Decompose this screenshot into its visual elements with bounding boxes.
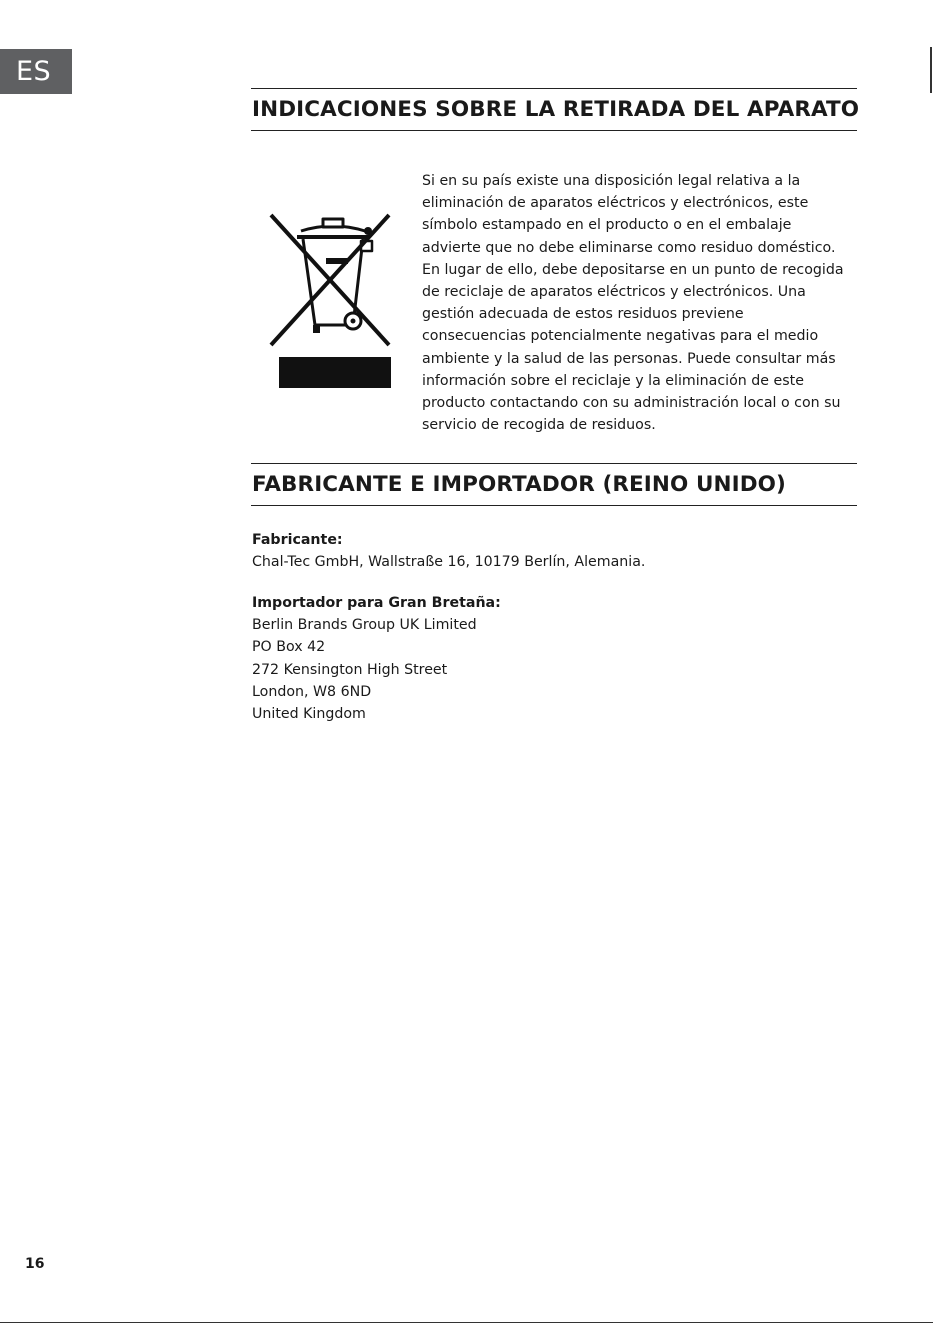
- importer-block: [252, 592, 852, 725]
- section-rule-top-2: [251, 463, 857, 464]
- crossed-out-wheelie-bin-icon: [265, 207, 400, 392]
- manufacturer-block: [252, 529, 852, 573]
- disposal-paragraph: Si en su país existe una disposición legal relativa a la eliminación de aparatos eléctricos y electrónicos, este símbolo estampado en el producto o en el embalaje advierte que no debe eliminarse como residuo doméstico. En lugar de ello, debe depositarse en un punto de recogida de reciclaje de aparatos eléctricos y electrónicos. Una gestión adecuada de estos residuos previene consecuencias potencialmente negativas para el medio ambiente y la salud de las personas. Puede consultar más información sobre el reciclaje y la eliminación de este producto contactando con su administración local o con su servicio de recogida de residuos.: [422, 173, 844, 434]
- page-number: 16: [25, 1256, 45, 1272]
- importer-line: London, W8 6ND: [252, 683, 372, 700]
- page-bottom-line: [0, 1322, 933, 1323]
- importer-label: Importador para Gran Bretaña:: [252, 595, 501, 611]
- language-tab: ES: [0, 49, 72, 94]
- weee-bar: [279, 357, 391, 388]
- importer-line: Berlin Brands Group UK Limited: [252, 617, 477, 634]
- importer-line: PO Box 42: [252, 639, 326, 656]
- disposal-section-title: INDICACIONES SOBRE LA RETIRADA DEL APARATO: [252, 97, 860, 122]
- importer-line: 272 Kensington High Street: [252, 661, 448, 678]
- edge-marker: [930, 47, 932, 93]
- manufacturer-label: Fabricante:: [252, 532, 343, 548]
- section-rule-bottom-2: [251, 505, 857, 506]
- importer-line: United Kingdom: [252, 706, 366, 723]
- section-rule-top: [251, 88, 857, 89]
- manufacturer-address: Chal-Tec GmbH, Wallstraße 16, 10179 Berlín, Alemania.: [252, 554, 646, 571]
- section-rule-bottom: [251, 130, 857, 131]
- manufacturer-section-title: FABRICANTE E IMPORTADOR (REINO UNIDO): [252, 472, 786, 497]
